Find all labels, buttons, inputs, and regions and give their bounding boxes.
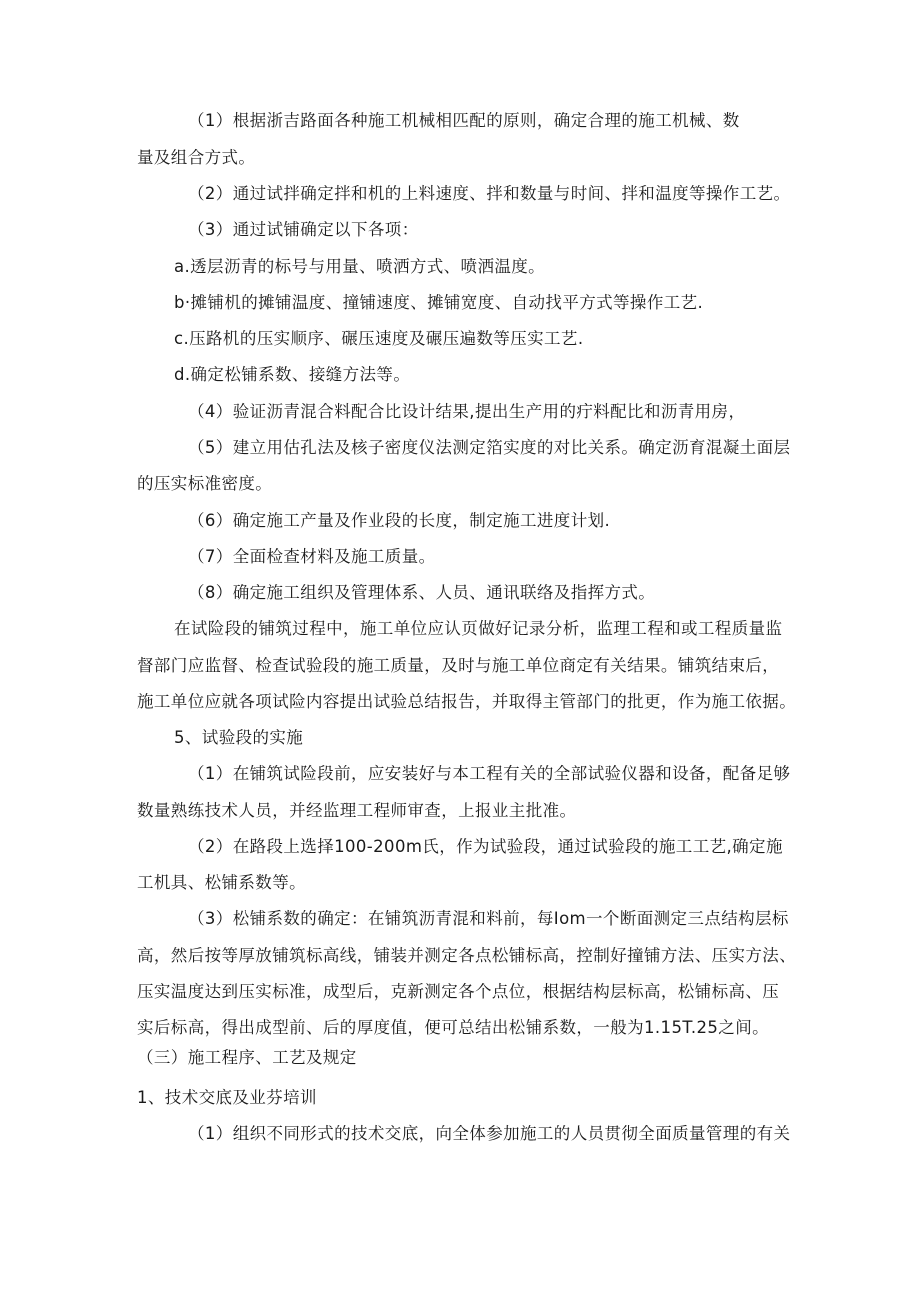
- text-line-4: （3）通过试铺确定以下各项：: [188, 220, 419, 239]
- text-line-12: （6）确定施工产量及作业段的长度，制定施工进度计划.: [188, 511, 611, 530]
- text-line-10: （5）建立用估孔法及核子密度仪法测定箔实度的对比关系。确定沥育混凝土面层: [188, 438, 791, 457]
- text-line-13: （7）全面检查材料及施工质量。: [188, 547, 436, 566]
- text-line-8: d.确定松铺系数、接缝方法等。: [174, 365, 411, 384]
- section-heading-5: 5、试验段的实施: [174, 728, 304, 747]
- text-line-26: 实后标高，得出成型前、后的厚度值，便可总结出松铺系数，一般为1.15T.25之间。: [137, 1018, 769, 1037]
- text-line-9: （4）验证沥青混合料配合比设计结果,提出生产用的疔料配比和沥青用房，: [188, 402, 746, 421]
- text-line-17: 施工单位应就各项试险内容提出试验总结报告，并取得主管部门的批更，作为施工依据。: [137, 692, 797, 711]
- text-line-29: （1）组织不同形式的技术交底，向全体参加施工的人员贯彻全面质量管理的有关: [188, 1124, 791, 1143]
- section-heading-1: 1、技术交底及业芬培训: [137, 1088, 317, 1107]
- text-line-1: （1）根据浙吉路面各种施工机械相匹配的原则，确定合理的施工机械、数: [188, 111, 740, 130]
- text-line-22: 工机具、松铺系数等。: [137, 873, 306, 892]
- section-heading-3: （三）施工程序、工艺及规定: [137, 1048, 357, 1067]
- text-line-15: 在试险段的铺筑过程中，施工单位应认页做好记录分析，监理工程和或工程质量监: [174, 619, 783, 638]
- text-line-19: （1）在铺筑试险段前，应安装好与本工程有关的全部试验仪器和设备，配备足够: [188, 764, 791, 783]
- text-line-14: （8）确定施工组织及管理体系、人员、通讯联络及指挥方式。: [188, 583, 656, 602]
- text-line-16: 督部门应监督、检查试验段的施工质量，及时与施工单位商定有关结果。铺筑结束后，: [137, 656, 780, 675]
- text-line-25: 压实温度达到压实标准，成型后，克新测定各个点位，根据结构层标高，松铺标高、压: [137, 982, 780, 1001]
- text-line-24: 高，然后按等厚放铺筑标高线，铺装并测定各点松铺标高，控制好撞铺方法、压实方法、: [137, 946, 797, 965]
- text-line-20: 数量熟练技术人员，并经监理工程师审查，上报业主批准。: [137, 801, 577, 820]
- text-line-7: c.压路机的压实顺序、碾压速度及碾压遍数等压实工艺.: [174, 329, 584, 348]
- text-line-3: （2）通过试拌确定拌和机的上料速度、拌和数量与时间、拌和温度等操作工艺。: [188, 184, 791, 203]
- text-line-23: （3）松铺系数的确定：在铺筑沥青混和料前，每Iom一个断面测定三点结构层标: [188, 909, 789, 928]
- text-line-5: a.透层沥青的标号与用量、喷洒方式、喷洒温度。: [174, 257, 546, 276]
- text-line-2: 量及组合方式。: [137, 148, 256, 167]
- text-line-21: （2）在路段上选择100-200m氏，作为试验段，通过试验段的施工工艺,确定施: [188, 837, 783, 856]
- text-line-6: b·摊铺机的摊铺温度、撞铺速度、摊铺宽度、自动找平方式等操作工艺.: [174, 293, 704, 312]
- text-line-11: 的压实标准密度。: [137, 474, 273, 493]
